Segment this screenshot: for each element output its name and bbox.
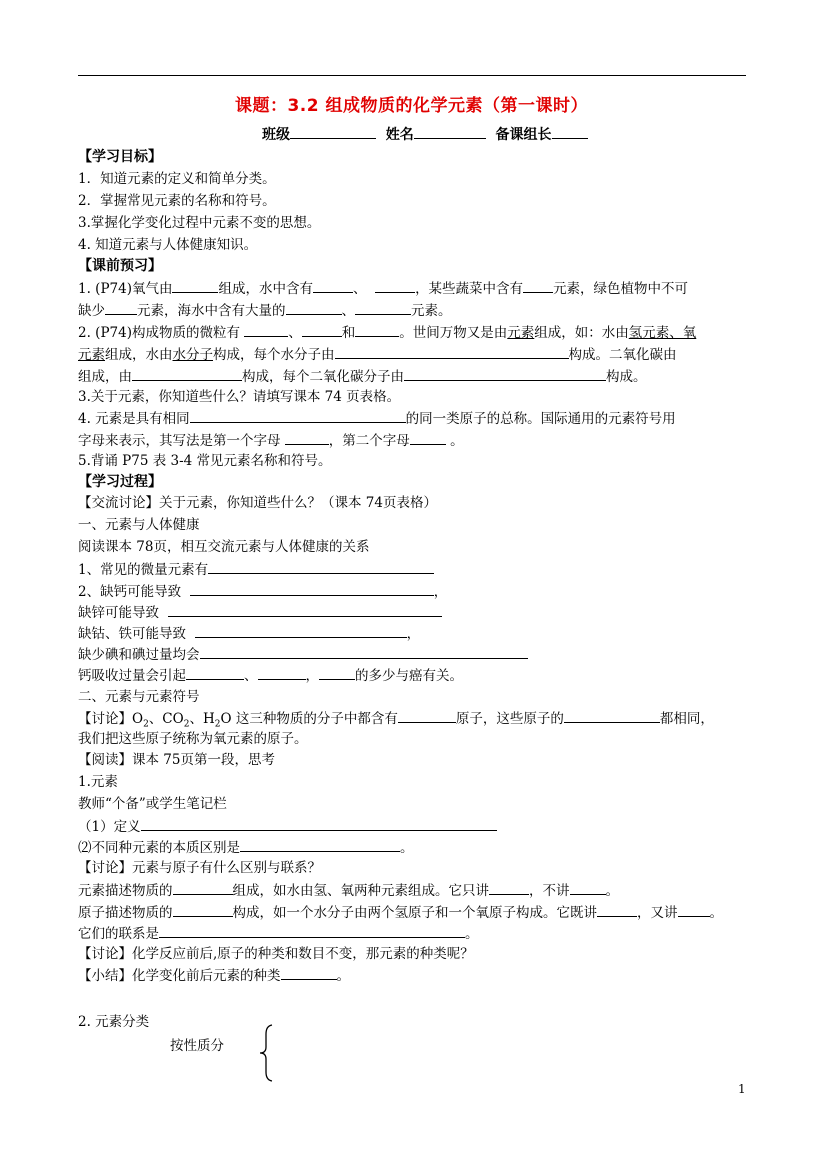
fill-blank[interactable] <box>570 881 606 895</box>
preview-q3: 3.关于元素，你知道些什么？请填写课本 74 页表格。 <box>78 389 401 405</box>
fill-blank[interactable] <box>159 924 465 938</box>
fill-blank[interactable] <box>523 279 553 293</box>
health-q1: 1、常见的微量元素有 <box>78 560 434 579</box>
objectives-heading: 【学习目标】 <box>78 149 162 165</box>
fill-blank[interactable] <box>244 323 288 337</box>
fill-blank[interactable] <box>285 431 329 445</box>
fill-blank[interactable] <box>173 881 233 895</box>
fill-blank[interactable] <box>105 301 137 315</box>
preview-q4-line2: 字母来表示，其写法是第一个字母 ，第二个字母 。 <box>78 433 464 449</box>
process-heading: 【学习过程】 <box>78 474 162 490</box>
fill-blank[interactable] <box>186 666 244 680</box>
fill-blank[interactable] <box>355 323 399 337</box>
fill-blank[interactable] <box>190 582 434 596</box>
section-2-title: 二、元素与元素符号 <box>78 689 200 705</box>
preview-q5: 5.背诵 P75 表 3-4 常见元素名称和符号。 <box>78 453 332 469</box>
fill-blank[interactable] <box>313 279 353 293</box>
leader-blank[interactable] <box>552 125 588 139</box>
fill-blank[interactable] <box>190 409 406 423</box>
name-blank[interactable] <box>414 125 486 139</box>
by-nature-label: 按性质分 <box>170 1038 224 1054</box>
element-subtitle: 1.元素 <box>78 774 118 790</box>
preview-q2-line3: 组成，由 构成，每个二氧化碳分子由 构成。 <box>78 369 647 385</box>
fill-blank[interactable] <box>141 817 497 831</box>
relation-line-1: 元素描述物质的 组成，如水由氢、氧两种元素组成。它只讲 ，不讲 。 <box>78 883 619 899</box>
discussion-2-line2: 我们把这些原子统称为氧元素的原子。 <box>78 731 308 747</box>
fill-blank[interactable] <box>132 367 242 381</box>
discussion-2-line1: 【讨论】$O_2$、$CO_2$、$H_2O$ 这三种物质的分子中都含有 原子，这些原子的 都相同， <box>78 711 714 730</box>
health-q4: 缺钴、铁可能导致 ， <box>78 626 421 642</box>
reading-note: 阅读课本 78页，相互交流元素与人体健康的关系 <box>78 539 370 555</box>
fill-blank[interactable] <box>319 666 355 680</box>
fill-blank[interactable] <box>398 709 456 723</box>
fill-blank[interactable] <box>375 279 415 293</box>
page-number: 1 <box>738 1082 746 1096</box>
relation-line-3: 它们的联系是 。 <box>78 926 479 942</box>
page-title: 课题：3.2 组成物质的化学元素（第一课时） <box>234 96 589 116</box>
fill-blank[interactable] <box>195 624 407 638</box>
objective-item: 3.掌握化学变化过程中元素不变的思想。 <box>78 215 321 231</box>
fill-blank[interactable] <box>404 367 606 381</box>
fill-blank[interactable] <box>597 903 637 917</box>
fill-blank[interactable] <box>286 301 342 315</box>
student-info-row: 班级 姓名 备课组长 <box>262 124 588 144</box>
section-1-title: 一、元素与人体健康 <box>78 517 200 533</box>
health-q5: 缺少碘和碘过量均会 <box>78 645 528 664</box>
fill-blank[interactable] <box>281 966 337 980</box>
health-q6: 钙吸收过量会引起 、 ， 的多少与癌有关。 <box>78 668 463 684</box>
discussion-4: 【讨论】化学反应前后,原子的种类和数目不变，那元素的种类呢？ <box>78 946 474 962</box>
fill-blank[interactable] <box>678 903 710 917</box>
preview-q2-line1: 2. (P74)构成物质的微粒有 、 和 。世间万物又是由元素组成，如：水由氢元素、氧 <box>78 325 697 341</box>
preview-q1-line1: 1. (P74)氧气由 组成，水中含有 、 ，某些蔬菜中含有 元素，绿色植物中不可 <box>78 281 689 297</box>
preview-q1-line2: 缺少 元素，海水中含有大量的 、 元素。 <box>78 303 452 319</box>
fill-blank[interactable] <box>564 709 660 723</box>
summary-line: 【小结】化学变化前后元素的种类 。 <box>78 968 350 984</box>
relation-line-2: 原子描述物质的 构成，如一个水分子由两个氢原子和一个氧原子构成。它既讲 ，又讲 。 <box>78 905 723 921</box>
fill-blank[interactable] <box>258 666 306 680</box>
preview-q2-line2: 元素组成，水由水分子构成，每个水分子由 构成。二氧化碳由 <box>78 347 677 363</box>
reading-2: 【阅读】课本 75页第一段，思考 <box>78 752 275 768</box>
discussion-3: 【讨论】元素与原子有什么区别与联系？ <box>78 860 321 876</box>
fill-blank[interactable] <box>200 645 528 659</box>
left-brace <box>258 1024 278 1082</box>
definition-line: （1）定义 <box>78 817 497 836</box>
teacher-notes-label: 教师“个备”或学生笔记栏 <box>78 796 227 812</box>
fill-blank[interactable] <box>335 345 569 359</box>
fill-blank[interactable] <box>172 279 218 293</box>
preview-q4-line1: 4. 元素是具有相同 的同一类原子的总称。国际通用的元素符号用 <box>78 411 676 427</box>
fill-blank[interactable] <box>240 838 400 852</box>
preview-heading: 【课前预习】 <box>78 258 162 274</box>
class-blank[interactable] <box>290 125 376 139</box>
classification-title: 2. 元素分类 <box>78 1014 150 1030</box>
fill-blank[interactable] <box>168 603 442 617</box>
fill-blank[interactable] <box>489 881 529 895</box>
top-rule <box>78 75 746 76</box>
fill-blank[interactable] <box>410 431 446 445</box>
difference-line: ⑵不同种元素的本质区别是 。 <box>78 840 414 856</box>
objective-item: 1．知道元素的定义和简单分类。 <box>78 171 276 187</box>
fill-blank[interactable] <box>208 560 434 574</box>
fill-blank[interactable] <box>173 903 233 917</box>
health-q2: 2、缺钙可能导致 ， <box>78 584 448 600</box>
fill-blank[interactable] <box>302 323 342 337</box>
health-q3: 缺锌可能导致 <box>78 603 442 622</box>
fill-blank[interactable] <box>355 301 411 315</box>
objective-item: 4. 知道元素与人体健康知识。 <box>78 237 258 253</box>
discussion-1: 【交流讨论】关于元素，你知道些什么？（课本 74页表格） <box>78 495 437 511</box>
objective-item: 2．掌握常见元素的名称和符号。 <box>78 193 276 209</box>
